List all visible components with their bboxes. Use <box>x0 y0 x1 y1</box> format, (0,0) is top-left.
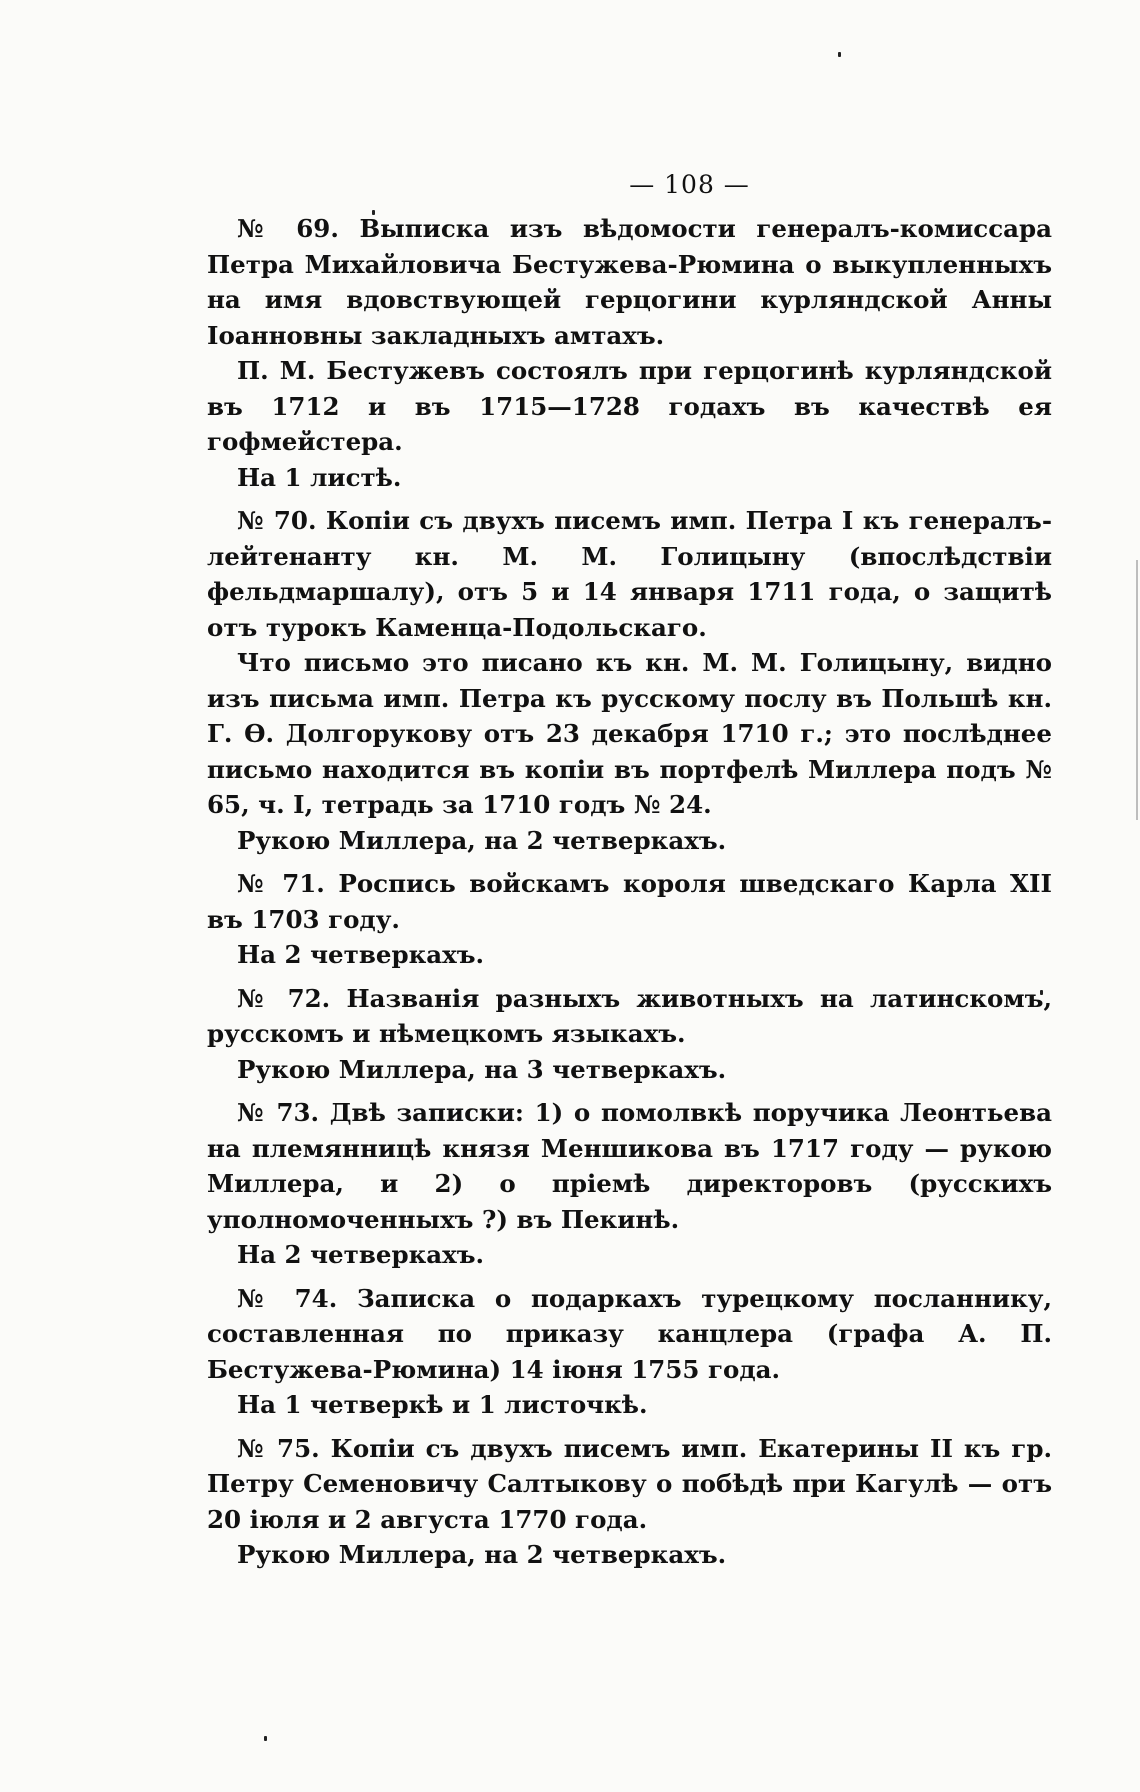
entry-note: Что письмо это писано къ кн. М. М. Голицыну, видно изъ письма имп. Петра къ русскому послу въ Польшѣ кн. Г. Ѳ. Долгорукову отъ 23 декабря 1710 г.; это послѣднее письмо находится въ копіи въ портфелѣ Миллера подъ № 65, ч. I, тетрадь за 1710 годъ № 24. <box>207 648 1052 819</box>
entry-title: Копіи съ двухъ писемъ имп. Екатерины II къ гр. Петру Семеновичу Салтыкову о побѣдѣ при Кагулѣ — отъ 20 іюля и 2 августа 1770 года. <box>207 1433 1052 1534</box>
entry-title: Записка о подаркахъ турецкому посланнику, составленная по приказу канцлера (графа А. П. Бестужева-Рюмина) 14 іюня 1755 года. <box>207 1283 1052 1384</box>
entry-title: Двѣ записки: 1) о помолвкѣ поручика Леонтьева на племянницѣ князя Меншикова въ 1717 году — рукою Миллера, и 2) о пріемѣ директоровъ (русскихъ уполномоченныхъ ?) въ Пекинѣ. <box>207 1098 1052 1234</box>
entry-number: № 69. <box>237 214 339 243</box>
entry-heading <box>207 1095 1052 1237</box>
entry-70 <box>207 503 1052 858</box>
entry-title: Названія разныхъ животныхъ на латинскомъ, русскомъ и нѣмецкомъ языкахъ. <box>207 983 1052 1048</box>
ink-speck <box>264 1736 267 1741</box>
entry-title: Роспись войскамъ короля шведскаго Карла XII въ 1703 году. <box>207 869 1052 934</box>
entry-heading <box>207 211 1052 353</box>
entry-note: П. М. Бестужевъ состоялъ при герцогинѣ курляндской въ 1712 и въ 1715—1728 годахъ въ качествѣ ея гофмейстера. <box>207 356 1052 456</box>
ink-speck <box>838 52 841 57</box>
entry-number: № 70. <box>237 506 317 535</box>
entry-heading <box>207 1431 1052 1538</box>
entry-extent: На 2 четверкахъ. <box>237 1240 485 1269</box>
entry-number: № 71. <box>237 869 325 898</box>
entry-extent: На 2 четверкахъ. <box>237 940 485 969</box>
entry-69 <box>207 211 1052 495</box>
entry-number: № 72. <box>237 983 331 1013</box>
entry-title: Копіи съ двухъ писемъ имп. Петра I къ генералъ-лейтенанту кн. М. М. Голицыну (впослѣдствіи фельдмаршалу), отъ 5 и 14 января 1711 года, о защитѣ отъ турокъ Каменца-Подольскаго. <box>207 506 1052 642</box>
page-edge-shadow <box>1136 560 1138 820</box>
entry-75 <box>207 1431 1052 1573</box>
document-page <box>207 170 1052 1581</box>
entry-extent: Рукою Миллера, на 2 четверкахъ. <box>237 825 727 855</box>
entry-72 <box>207 981 1052 1088</box>
page-number: — 108 — <box>629 170 750 199</box>
entry-number: № 73. <box>237 1098 320 1127</box>
entry-extent: Рукою Миллера, на 3 четверкахъ. <box>237 1054 727 1084</box>
entry-extent: На 1 четверкѣ и 1 листочкѣ. <box>237 1390 648 1419</box>
entry-heading <box>207 981 1052 1052</box>
entry-title: Выписка изъ вѣдомости генералъ-комиссара Петра Михайловича Бестужева-Рюмина о выкупленныхъ на имя вдовствующей герцогини курляндской Анны Іоанновны закладныхъ амтахъ. <box>207 214 1052 350</box>
entry-number: № 74. <box>237 1283 338 1313</box>
entry-heading <box>207 503 1052 645</box>
entry-71 <box>207 866 1052 973</box>
entry-number: № 75. <box>237 1433 320 1463</box>
entry-heading <box>207 866 1052 937</box>
entry-73 <box>207 1095 1052 1273</box>
entry-extent: На 1 листѣ. <box>237 462 402 492</box>
entry-extent: Рукою Миллера, на 2 четверкахъ. <box>237 1540 727 1569</box>
entry-heading <box>207 1281 1052 1388</box>
entry-74 <box>207 1281 1052 1423</box>
